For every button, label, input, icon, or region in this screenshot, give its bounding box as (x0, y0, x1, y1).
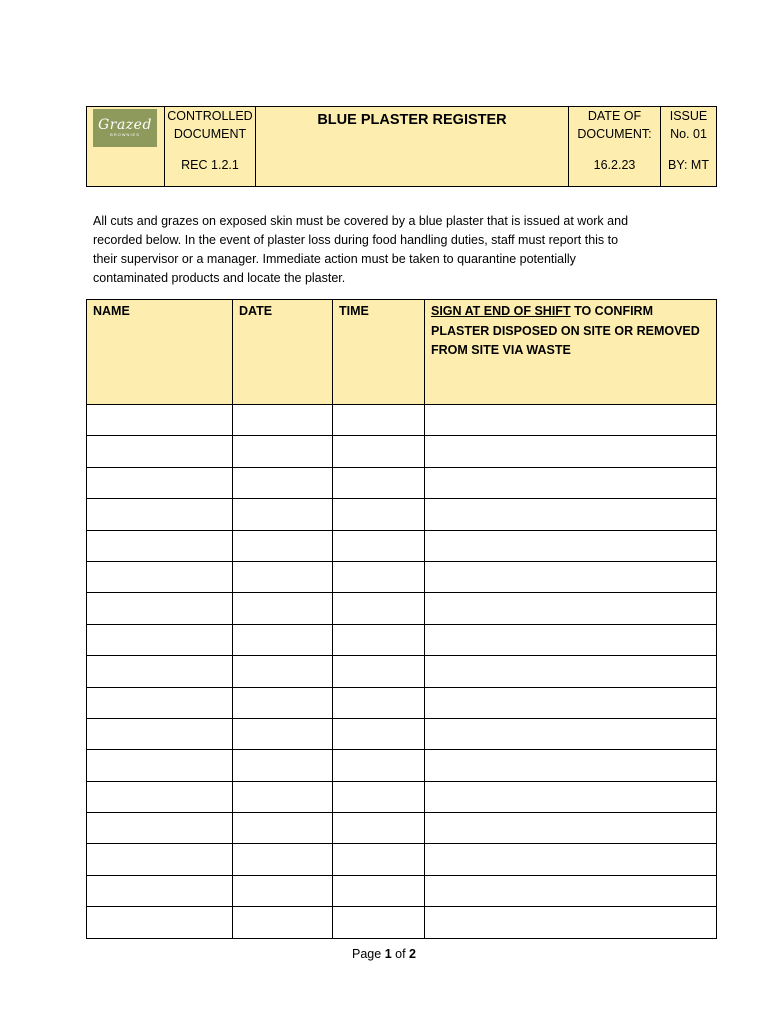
register-cell-sign[interactable] (425, 405, 717, 436)
register-row (87, 467, 717, 498)
register-row (87, 405, 717, 436)
register-cell-name[interactable] (87, 436, 233, 467)
column-header-sign (425, 300, 717, 405)
register-row (87, 530, 717, 561)
register-cell-sign[interactable] (425, 781, 717, 812)
register-cell-sign[interactable] (425, 907, 717, 938)
register-cell-name[interactable] (87, 907, 233, 938)
register-cell-name[interactable] (87, 624, 233, 655)
column-header-name: NAME (87, 300, 233, 405)
register-cell-date[interactable] (233, 656, 333, 687)
register-cell-time[interactable] (333, 561, 425, 592)
date-cell (569, 107, 661, 187)
register-cell-time[interactable] (333, 907, 425, 938)
title-cell (256, 107, 569, 187)
document-header (86, 106, 717, 187)
sign-instruction-underlined: SIGN AT END OF SHIFT (431, 304, 571, 318)
register-cell-time[interactable] (333, 718, 425, 749)
register-cell-time[interactable] (333, 593, 425, 624)
register-cell-name[interactable] (87, 593, 233, 624)
register-cell-sign[interactable] (425, 844, 717, 875)
reference-code: REC 1.2.1 (181, 158, 239, 172)
register-cell-name[interactable] (87, 561, 233, 592)
register-cell-sign[interactable] (425, 436, 717, 467)
register-cell-date[interactable] (233, 405, 333, 436)
register-row (87, 875, 717, 906)
register-row (87, 750, 717, 781)
register-cell-date[interactable] (233, 530, 333, 561)
register-cell-time[interactable] (333, 875, 425, 906)
register-cell-date[interactable] (233, 436, 333, 467)
register-cell-time[interactable] (333, 530, 425, 561)
controlled-document-cell (165, 107, 256, 187)
register-cell-name[interactable] (87, 467, 233, 498)
register-cell-time[interactable] (333, 844, 425, 875)
register-row (87, 436, 717, 467)
document-label: DOCUMENT (173, 127, 247, 141)
register-cell-sign[interactable] (425, 656, 717, 687)
logo-subtext: BROWNIES (110, 132, 140, 137)
register-cell-name[interactable] (87, 875, 233, 906)
instructions-line: All cuts and grazes on exposed skin must be covered by a blue plaster that is issued at work and (93, 214, 629, 228)
controlled-label: CONTROLLED (167, 109, 253, 123)
issue-number: No. 01 (670, 127, 707, 141)
issue-label: ISSUE (669, 109, 708, 123)
register-cell-date[interactable] (233, 907, 333, 938)
register-cell-date[interactable] (233, 781, 333, 812)
register-cell-name[interactable] (87, 813, 233, 844)
register-header-row (87, 300, 717, 405)
of-word: of (395, 947, 406, 961)
instructions-line: their supervisor or a manager. Immediate action must be taken to quarantine potentially (93, 252, 576, 266)
register-cell-name[interactable] (87, 718, 233, 749)
issue-cell (661, 107, 717, 187)
register-cell-date[interactable] (233, 624, 333, 655)
register-row (87, 656, 717, 687)
register-cell-time[interactable] (333, 750, 425, 781)
register-cell-date[interactable] (233, 593, 333, 624)
page-word: Page (352, 947, 382, 961)
register-cell-date[interactable] (233, 499, 333, 530)
issued-by: BY: MT (668, 158, 709, 172)
register-row (87, 561, 717, 592)
register-cell-sign[interactable] (425, 593, 717, 624)
register-cell-time[interactable] (333, 624, 425, 655)
register-cell-sign[interactable] (425, 624, 717, 655)
register-cell-sign[interactable] (425, 813, 717, 844)
page-total: 2 (409, 947, 416, 961)
company-logo (93, 109, 157, 147)
date-label-line1: DATE OF (587, 109, 642, 123)
register-cell-date[interactable] (233, 718, 333, 749)
register-cell-time[interactable] (333, 499, 425, 530)
instructions-line: recorded below. In the event of plaster loss during food handling duties, staff must report this to (93, 233, 619, 247)
register-cell-time[interactable] (333, 405, 425, 436)
register-cell-time[interactable] (333, 656, 425, 687)
page-footer (0, 947, 768, 961)
date-label-line2: DOCUMENT: (577, 127, 652, 141)
instructions-line: contaminated products and locate the plaster. (93, 271, 346, 285)
register-row (87, 687, 717, 718)
register-cell-name[interactable] (87, 750, 233, 781)
register-cell-date[interactable] (233, 875, 333, 906)
sign-instruction-rest: TO CONFIRM PLASTER DISPOSED ON SITE OR REMOVED FROM SITE VIA WASTE (431, 304, 700, 357)
register-cell-name[interactable] (87, 656, 233, 687)
register-row (87, 593, 717, 624)
register-cell-name[interactable] (87, 530, 233, 561)
register-cell-date[interactable] (233, 561, 333, 592)
register-cell-time[interactable] (333, 781, 425, 812)
register-cell-sign[interactable] (425, 561, 717, 592)
register-cell-sign[interactable] (425, 750, 717, 781)
register-cell-name[interactable] (87, 781, 233, 812)
register-row (87, 499, 717, 530)
register-row (87, 813, 717, 844)
register-cell-sign[interactable] (425, 875, 717, 906)
register-cell-date[interactable] (233, 844, 333, 875)
logo-wordmark: Grazed (98, 117, 152, 133)
page-current: 1 (384, 947, 392, 961)
document-title: BLUE PLASTER REGISTER (317, 112, 507, 128)
logo-cell (87, 107, 165, 187)
register-cell-name[interactable] (87, 844, 233, 875)
plaster-register-table (86, 299, 717, 939)
register-cell-sign[interactable] (425, 467, 717, 498)
register-cell-date[interactable] (233, 467, 333, 498)
register-cell-time[interactable] (333, 467, 425, 498)
register-cell-name[interactable] (87, 687, 233, 718)
instructions-paragraph (93, 212, 673, 288)
register-row (87, 718, 717, 749)
register-cell-date[interactable] (233, 813, 333, 844)
register-cell-name[interactable] (87, 405, 233, 436)
register-cell-time[interactable] (333, 813, 425, 844)
register-row (87, 624, 717, 655)
register-row (87, 844, 717, 875)
register-cell-sign[interactable] (425, 499, 717, 530)
register-cell-date[interactable] (233, 750, 333, 781)
register-cell-time[interactable] (333, 687, 425, 718)
register-cell-sign[interactable] (425, 530, 717, 561)
register-row (87, 907, 717, 938)
register-cell-sign[interactable] (425, 687, 717, 718)
document-date: 16.2.23 (593, 158, 636, 172)
register-row (87, 781, 717, 812)
register-cell-name[interactable] (87, 499, 233, 530)
register-body (87, 405, 717, 939)
register-cell-time[interactable] (333, 436, 425, 467)
column-header-date: DATE (233, 300, 333, 405)
column-header-time: TIME (333, 300, 425, 405)
register-cell-date[interactable] (233, 687, 333, 718)
register-cell-sign[interactable] (425, 718, 717, 749)
